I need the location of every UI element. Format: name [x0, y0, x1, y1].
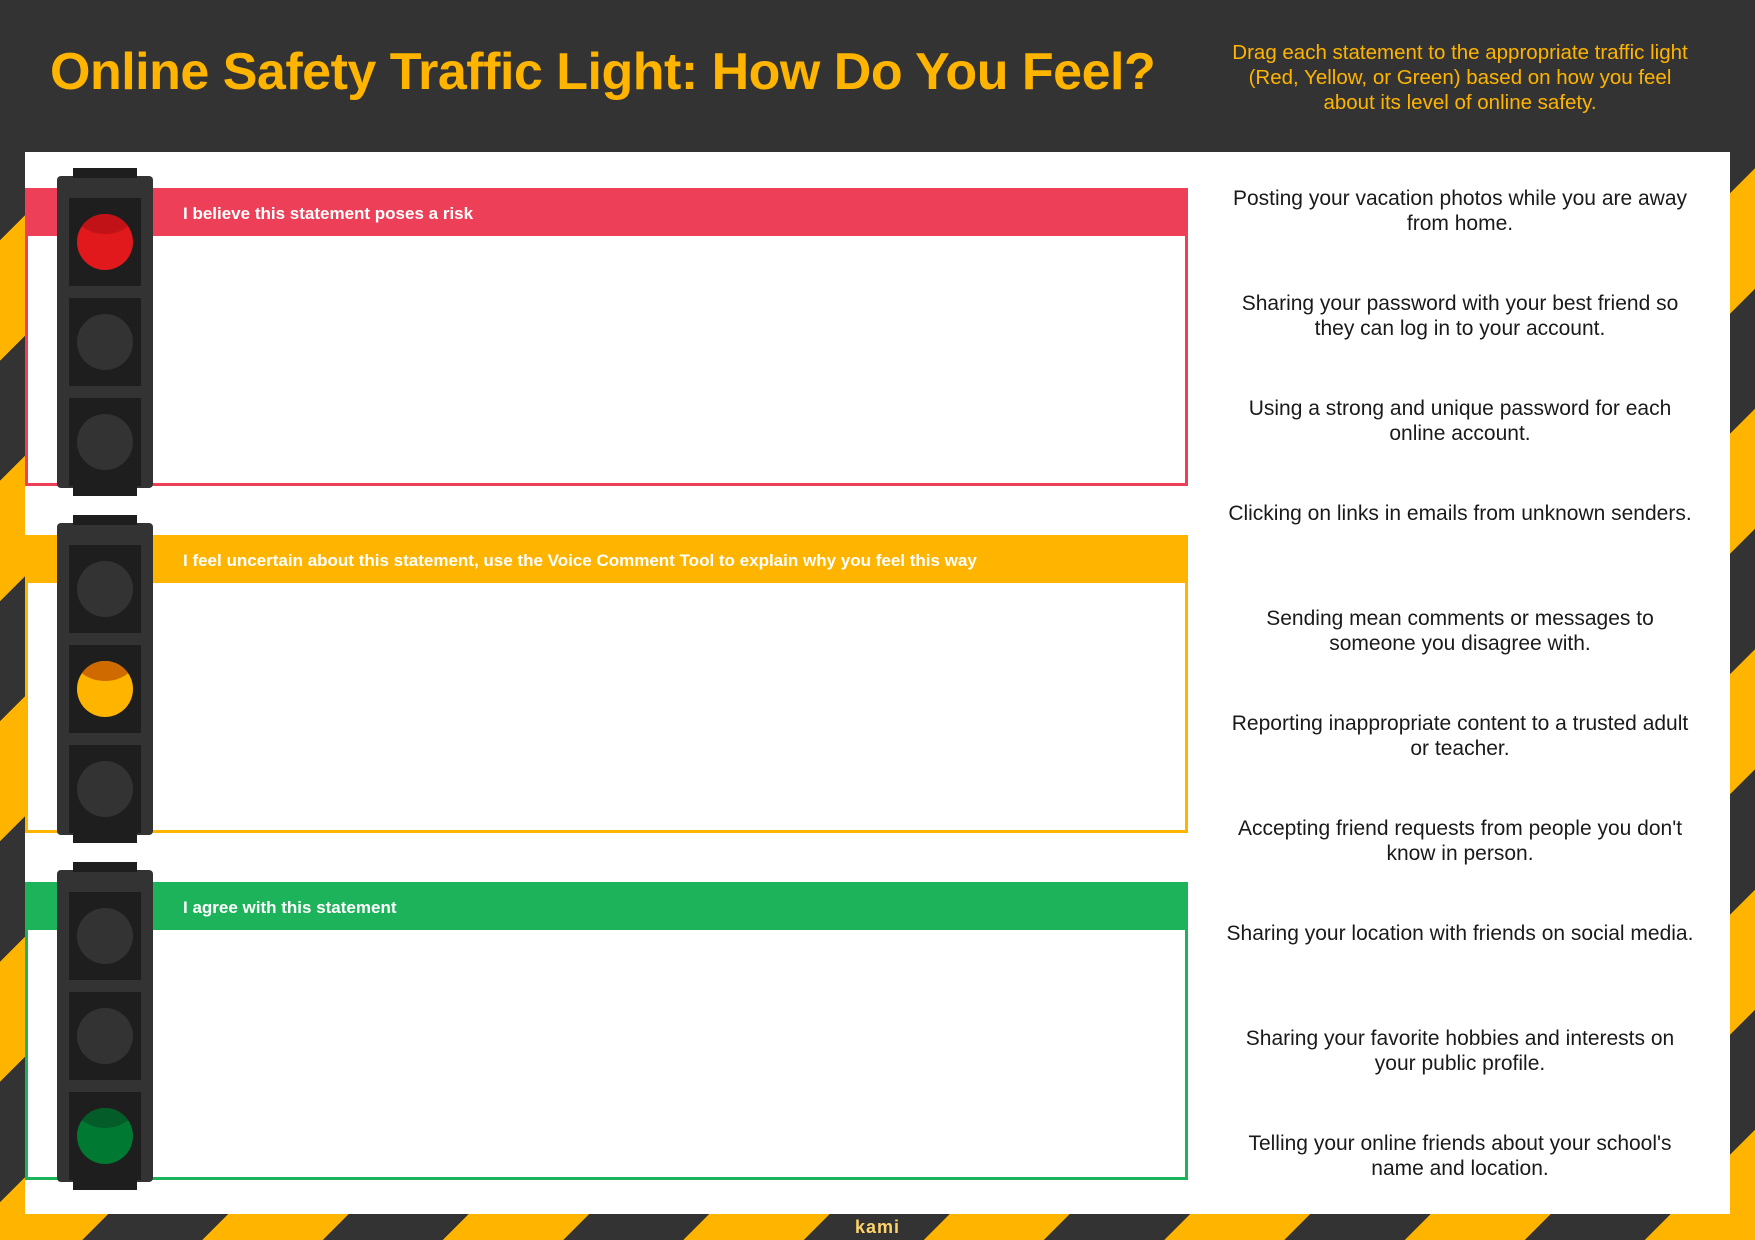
traffic-light-icon-yellow	[57, 523, 153, 835]
draggable-statement[interactable]: Sharing your password with your best friend so they can log in to your account.	[1241, 292, 1679, 340]
draggable-statement[interactable]: Using a strong and unique password for each online account.	[1248, 397, 1672, 445]
traffic-light-icon-green	[57, 870, 153, 1182]
red-lamp-icon	[77, 214, 133, 270]
zone-label-yellow: I feel uncertain about this statement, use the Voice Comment Tool to explain why you feel this way	[28, 538, 1185, 583]
traffic-light-icon-red	[57, 176, 153, 488]
draggable-statement[interactable]: Reporting inappropriate content to a trusted adult or teacher.	[1231, 712, 1689, 760]
statement-list	[1225, 186, 1695, 1236]
drop-zone-green[interactable]	[25, 882, 1188, 1180]
off-lamp-icon	[77, 908, 133, 964]
page-title: Online Safety Traffic Light: How Do You Feel?	[50, 43, 1156, 101]
draggable-statement[interactable]: Sending mean comments or messages to someone you disagree with.	[1266, 607, 1654, 655]
instructions-text: Drag each statement to the appropriate traffic light (Red, Yellow, or Green) based on how you feel about its level of online safety.	[1232, 41, 1688, 114]
off-lamp-icon	[77, 561, 133, 617]
amber-lamp-icon	[77, 661, 133, 717]
draggable-statement[interactable]: Clicking on links in emails from unknown senders.	[1228, 502, 1692, 525]
zone-label-red: I believe this statement poses a risk	[28, 191, 1185, 236]
draggable-statement[interactable]: Posting your vacation photos while you are away from home.	[1232, 187, 1688, 235]
header-bar	[0, 0, 1755, 152]
green-lamp-icon	[77, 1108, 133, 1164]
off-lamp-icon	[77, 314, 133, 370]
zone-label-green: I agree with this statement	[28, 885, 1185, 930]
drop-zone-yellow[interactable]	[25, 535, 1188, 833]
off-lamp-icon	[77, 1008, 133, 1064]
kami-logo: kami	[854, 1217, 901, 1237]
draggable-statement[interactable]: Accepting friend requests from people you don't know in person.	[1237, 817, 1683, 865]
off-lamp-icon	[77, 761, 133, 817]
off-lamp-icon	[77, 414, 133, 470]
draggable-statement[interactable]: Sharing your favorite hobbies and interests on your public profile.	[1245, 1027, 1675, 1075]
draggable-statement[interactable]: Telling your online friends about your school's name and location.	[1248, 1132, 1672, 1180]
draggable-statement[interactable]: Sharing your location with friends on social media.	[1226, 922, 1694, 945]
drop-zone-red[interactable]	[25, 188, 1188, 486]
